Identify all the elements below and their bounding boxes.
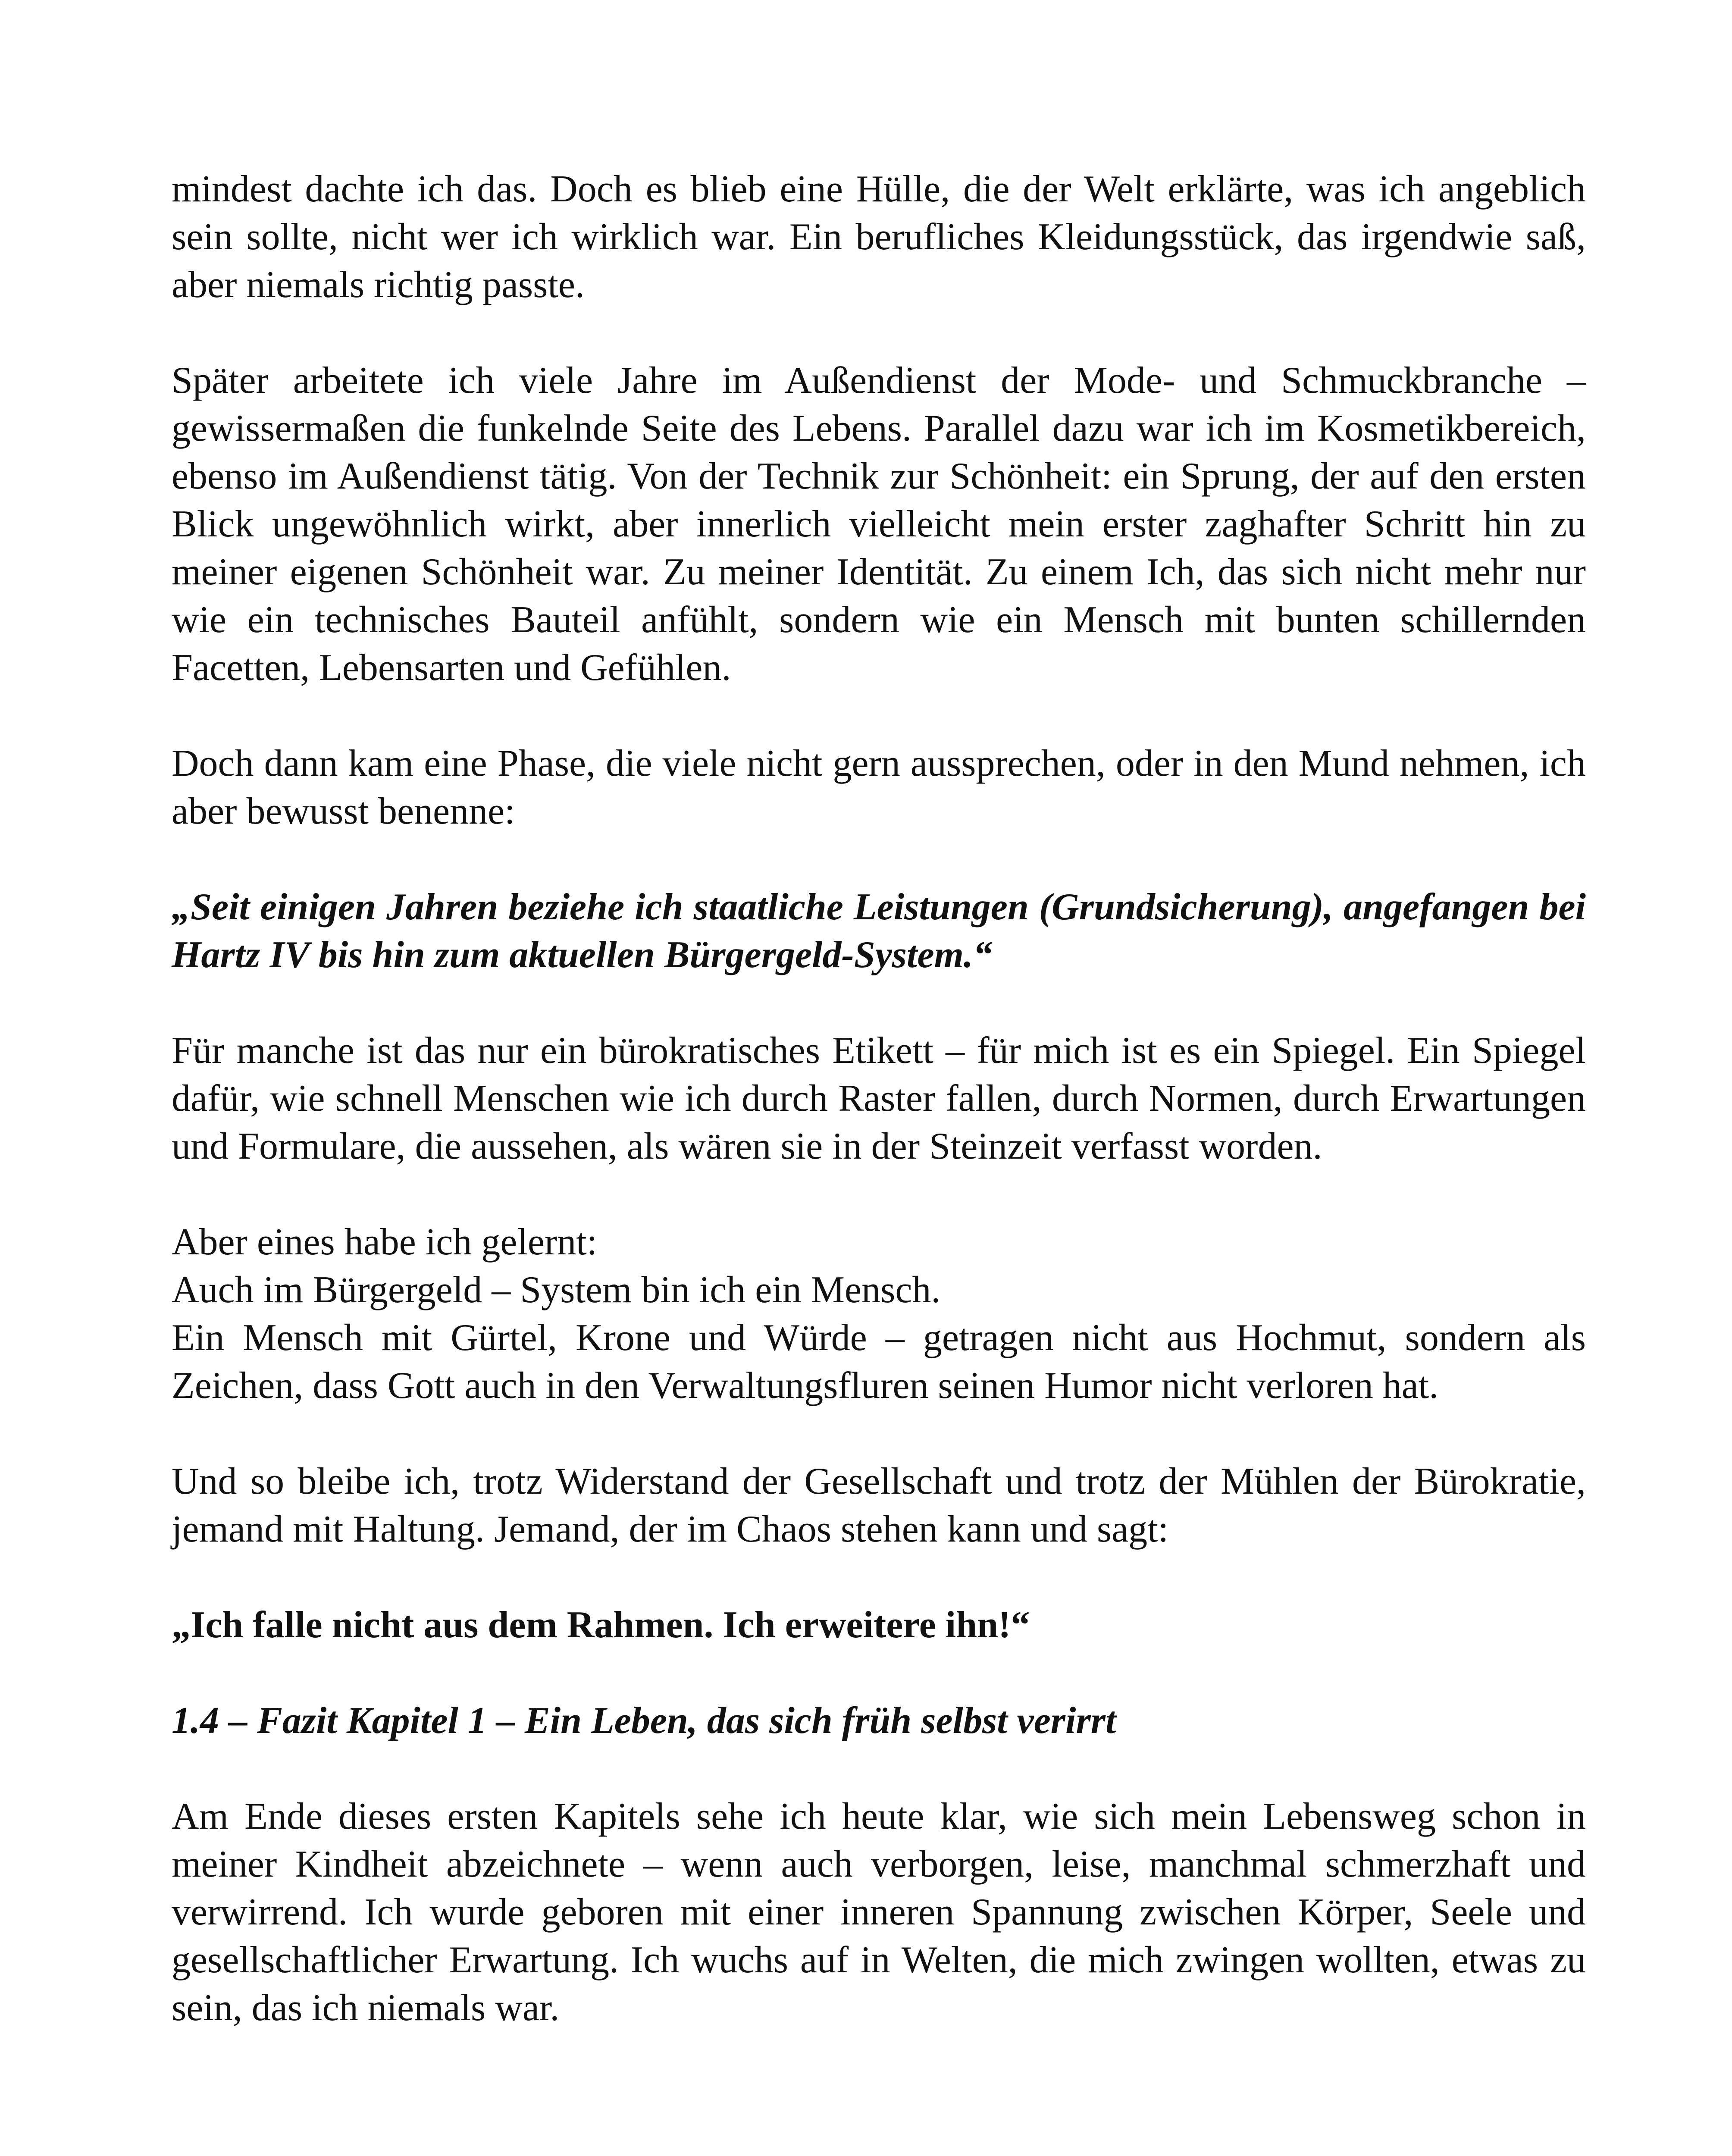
paragraph-clothing: mindest dachte ich das. Doch es blieb eine Hülle, die der Welt erklärte, was ich angeblich sein sollte, nicht wer ich wirklich war. Ein berufliches Kleidungsstück, das irgendwie saß, aber niemals richtig passte. [172,168,1586,306]
paragraph-conclusion: Am Ende dieses ersten Kapitels sehe ich heute klar, wie sich mein Lebensweg schon in meiner Kindheit abzeichnete – wenn auch verborgen, leise, manchmal schmerzhaft und verwirrend. Ich wurde geboren mit einer inneren Spannung zwischen Körper, Seele und gesellschaftlicher Erwartung. Ich wuchs auf in Welten, die mich zwingen wollten, etwas zu sein, das ich niemals war. [172,1796,1586,2029]
page-body [172,165,1586,2032]
quote-benefits: „Seit einigen Jahren beziehe ich staatliche Leistungen (Grundsicherung), angefangen bei Hartz IV bis hin zum aktuellen Bürgergeld-System.“ [172,886,1586,976]
paragraph-mirror: Für manche ist das nur ein bürokratisches Etikett – für mich ist es ein Spiegel. Ein Spiegel dafür, wie schnell Menschen wie ich durch Raster fallen, durch Normen, durch Erwartungen und Formulare, die aussehen, als wären sie in der Steinzeit verfasst worden. [172,1030,1586,1167]
paragraph-attitude: Und so bleibe ich, trotz Widerstand der Gesellschaft und trotz der Mühlen der Bürokratie, jemand mit Haltung. Jemand, der im Chaos stehen kann und sagt: [172,1460,1586,1550]
section-heading: 1.4 – Fazit Kapitel 1 – Ein Leben, das sich früh selbst verirrt [172,1700,1116,1742]
paragraph-career: Später arbeitete ich viele Jahre im Außendienst der Mode- und Schmuckbranche – gewissermaßen die funkelnde Seite des Lebens. Parallel dazu war ich im Kosmetikbereich, ebenso im Außendienst tätig. Von der Technik zur Schönheit: ein Sprung, der auf den ersten Blick ungewöhnlich wirkt, aber innerlich vielleicht mein erster zaghafter Schritt hin zu meiner eigenen Schönheit war. Zu meiner Identität. Zu einem Ich, das sich nicht mehr nur wie ein technisches Bauteil anfühlt, sondern wie ein Mensch mit bunten schillernden Facetten, Lebensarten und Gefühlen. [172,360,1586,689]
paragraph-phase: Doch dann kam eine Phase, die viele nicht gern aussprechen, oder in den Mund nehmen, ich aber bewusst benenne: [172,743,1586,832]
lesson-line-1: Aber eines habe ich gelernt: [172,1221,598,1263]
quote-frame: „Ich falle nicht aus dem Rahmen. Ich erweitere ihn!“ [172,1604,1030,1646]
lesson-line-2: Auch im Bürgergeld – System bin ich ein Mensch. [172,1269,941,1311]
paragraph-lesson [172,1218,1586,1410]
lesson-line-3: Ein Mensch mit Gürtel, Krone und Würde – getragen nicht aus Hochmut, sondern als Zeichen, dass Gott auch in den Verwaltungsfluren seinen Humor nicht verloren hat. [172,1317,1586,1407]
